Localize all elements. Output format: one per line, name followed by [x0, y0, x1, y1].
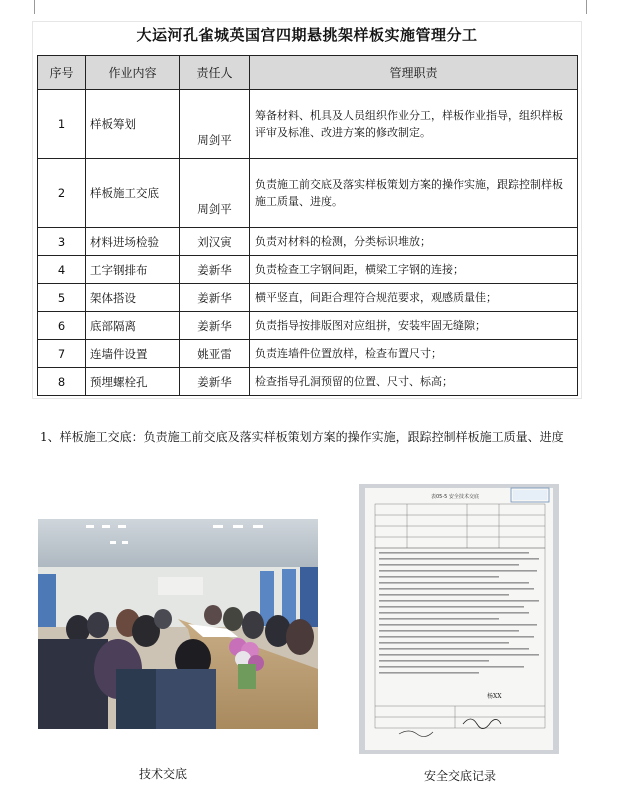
cell-duty: 负责检查工字钢间距，横梁工字钢的连接；	[250, 256, 578, 284]
document-title: 大运河孔雀城英国宫四期悬挑架样板实施管理分工	[136, 26, 478, 44]
caption-meeting-photo: 技术交底	[138, 767, 187, 781]
header-duty: 管理职责	[250, 56, 578, 90]
table-row	[38, 284, 578, 312]
cell-task: 预埋螺栓孔	[86, 368, 180, 396]
cell-owner: 姜新华	[180, 256, 250, 284]
cell-owner: 周剑平	[180, 159, 250, 228]
cell-no: 6	[38, 312, 86, 340]
cell-duty: 负责连墙件位置放样，检查布置尺寸；	[250, 340, 578, 368]
form-title: 表05-5 安全技术交底	[431, 494, 479, 500]
table-header-row	[38, 56, 578, 90]
cell-duty: 负责施工前交底及落实样板策划方案的操作实施，跟踪控制样板施工质量、进度。	[250, 159, 578, 228]
cell-owner: 周剑平	[180, 90, 250, 159]
safety-record-drawing	[359, 484, 559, 754]
cell-no: 1	[38, 90, 86, 159]
table-row	[38, 90, 578, 159]
meeting-photo-drawing	[38, 519, 318, 729]
cell-owner: 姜新华	[180, 284, 250, 312]
table-row	[38, 340, 578, 368]
paragraph-text: 1、样板施工交底：负责施工前交底及落实样板策划方案的操作实施，跟踪控制样板施工质量、进度	[40, 430, 564, 444]
cell-task: 底部隔离	[86, 312, 180, 340]
table-row	[38, 256, 578, 284]
cell-duty: 负责指导按排版图对应组拼，安装牢固无缝隙；	[250, 312, 578, 340]
cell-task: 连墙件设置	[86, 340, 180, 368]
cell-task: 工字钢排布	[86, 256, 180, 284]
table-row	[38, 312, 578, 340]
document-page	[33, 22, 581, 398]
cell-task: 架体搭设	[86, 284, 180, 312]
cell-no: 5	[38, 284, 86, 312]
table-row	[38, 159, 578, 228]
cell-duty: 筹备材料、机具及人员组织作业分工，样板作业指导，组织样板评审及标准、改进方案的修改制定。	[250, 90, 578, 159]
cell-task: 材料进场检验	[86, 228, 180, 256]
cell-no: 3	[38, 228, 86, 256]
cell-no: 7	[38, 340, 86, 368]
cell-duty: 检查指导孔洞预留的位置、尺寸、标高；	[250, 368, 578, 396]
cell-no: 2	[38, 159, 86, 228]
table-row	[38, 228, 578, 256]
cell-task: 样板筹划	[86, 90, 180, 159]
cell-duty: 负责对材料的检测，分类标识堆放；	[250, 228, 578, 256]
table-row	[38, 368, 578, 396]
safety-record-photo	[359, 484, 559, 754]
header-task: 作业内容	[86, 56, 180, 90]
record-signature: 杨XX	[487, 693, 502, 700]
header-no: 序号	[38, 56, 86, 90]
cell-duty: 横平竖直，间距合理符合规范要求，观感质量佳；	[250, 284, 578, 312]
duty-table	[37, 55, 578, 396]
cell-owner: 刘汉寅	[180, 228, 250, 256]
caption-safety-record: 安全交底记录	[423, 769, 496, 783]
cell-no: 4	[38, 256, 86, 284]
crop-mark-left	[12, 0, 35, 14]
header-owner: 责任人	[180, 56, 250, 90]
cell-no: 8	[38, 368, 86, 396]
meeting-photo	[38, 519, 318, 729]
crop-mark-right	[586, 0, 609, 14]
cell-owner: 姜新华	[180, 312, 250, 340]
cell-owner: 姚亚雷	[180, 340, 250, 368]
cell-owner: 姜新华	[180, 368, 250, 396]
cell-task: 样板施工交底	[86, 159, 180, 228]
